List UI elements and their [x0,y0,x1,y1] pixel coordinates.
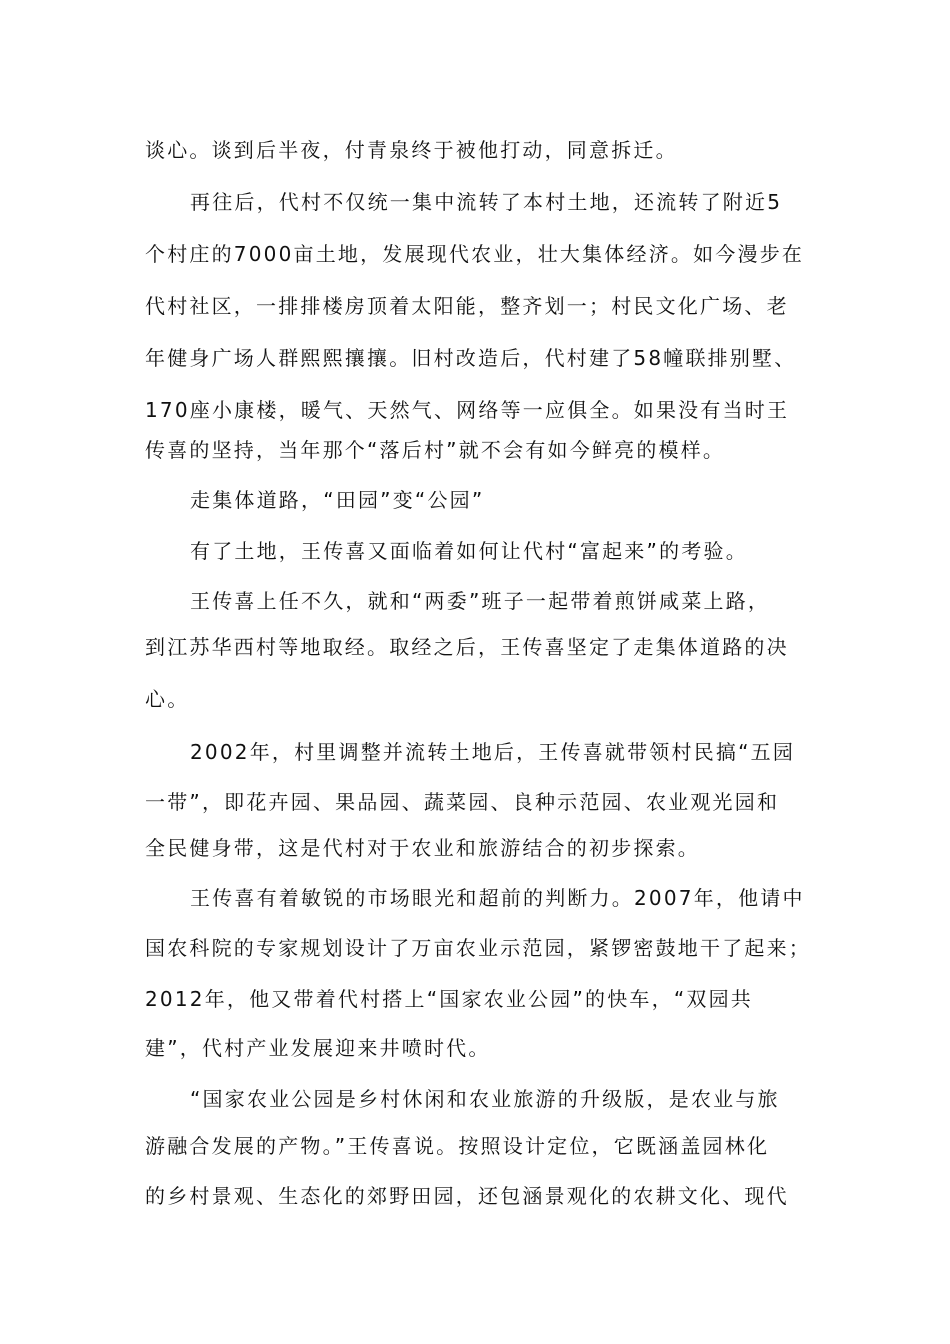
text-line: 全民健身带，这是代村对于农业和旅游结合的初步探索。 [145,836,700,860]
text-line: 170座小康楼，暖气、天然气、网络等一应俱全。如果没有当时王 [145,398,790,422]
text-line: 一带”，即花卉园、果品园、蔬菜园、良种示范园、农业观光园和 [145,790,780,814]
text-line: 有了土地，王传喜又面临着如何让代村“富起来”的考验。 [190,539,748,563]
text-line: 的乡村景观、生态化的郊野田园，还包涵景观化的农耕文化、现代 [145,1184,789,1208]
text-line: 心。 [145,687,190,711]
text-line: 王传喜上任不久，就和“两委”班子一起带着煎饼咸菜上路， [190,589,771,613]
text-line: 代村社区，一排排楼房顶着太阳能，整齐划一；村民文化广场、老 [145,294,789,318]
text-line: 到江苏华西村等地取经。取经之后，王传喜坚定了走集体道路的决 [145,635,789,659]
text-line: 2002年，村里调整并流转土地后，王传喜就带领村民搞“五园 [190,740,796,764]
text-line: 王传喜有着敏锐的市场眼光和超前的判断力。2007年，他请中 [190,886,805,910]
text-line: 年健身广场人群熙熙攘攘。旧村改造后，代村建了58幢联排别墅、 [145,346,797,370]
section-heading: 走集体道路，“田园”变“公园” [190,488,485,512]
text-line: “国家农业公园是乡村休闲和农业旅游的升级版，是农业与旅 [190,1087,780,1111]
text-line: 游融合发展的产物。”王传喜说。按照设计定位，它既涵盖园林化 [145,1134,770,1158]
text-line: 国农科院的专家规划设计了万亩农业示范园，紧锣密鼓地干了起来； [145,936,811,960]
text-line: 个村庄的7000亩土地，发展现代农业，壮大集体经济。如今漫步在 [145,242,805,266]
text-line: 建”，代村产业发展迎来井喷时代。 [145,1036,491,1060]
text-line: 谈心。谈到后半夜，付青泉终于被他打动，同意拆迁。 [145,138,678,162]
text-line: 再往后，代村不仅统一集中流转了本村土地，还流转了附近5 [190,190,783,214]
text-line: 传喜的坚持，当年那个“落后村”就不会有如今鲜亮的模样。 [145,438,726,462]
text-line: 2012年，他又带着代村搭上“国家农业公园”的快车，“双园共 [145,987,753,1011]
